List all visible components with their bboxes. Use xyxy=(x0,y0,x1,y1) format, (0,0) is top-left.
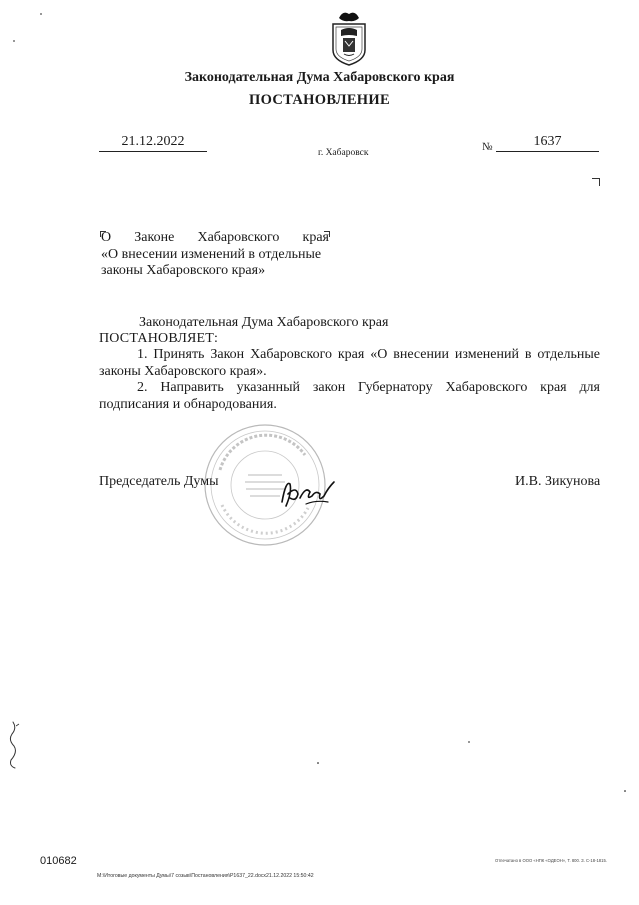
emblem-icon xyxy=(329,8,369,66)
subject-line-1 xyxy=(101,230,329,247)
subject-word: О xyxy=(101,230,112,245)
scan-speck xyxy=(624,790,626,792)
subject-word: края xyxy=(302,230,329,245)
signatory-title: Председатель Думы xyxy=(99,474,219,489)
file-path: M:\Итоговые документы Думы\7 созыв\Постановления\P1637_22.docx21.12.2022 15:50:42 xyxy=(97,873,314,879)
document-type: ПОСТАНОВЛЕНИЕ xyxy=(249,92,390,108)
body-intro: Законодательная Дума Хабаровского края xyxy=(139,315,389,330)
handwritten-signature xyxy=(276,472,340,512)
organization-title: Законодательная Дума Хабаровского края xyxy=(184,70,455,85)
number-label: № xyxy=(482,141,493,153)
document-date: 21.12.2022 xyxy=(99,134,207,152)
scan-speck xyxy=(317,762,319,764)
corner-mark xyxy=(592,178,600,186)
subject-word: Законе xyxy=(134,230,175,245)
scan-speck xyxy=(468,741,470,743)
document-subject xyxy=(101,230,329,280)
margin-handwritten-mark xyxy=(4,720,22,770)
scan-speck xyxy=(13,40,15,42)
document-number: 1637 xyxy=(496,134,599,152)
scan-speck xyxy=(40,13,42,15)
subject-word: Хабаровского xyxy=(197,230,280,245)
resolves-heading: ПОСТАНОВЛЯЕТ: xyxy=(99,331,219,346)
print-note: Отпечатано в ООО «НПК «ОДЕОН», Т. 800. З. С-18-1815. xyxy=(495,858,607,863)
signatory-name: И.В. Зикунова xyxy=(515,474,601,489)
resolution-item-1: 1. Принять Закон Хабаровского края «О внесении изменений в отдельные законы Хабаровского края». xyxy=(99,347,600,379)
resolution-item-2: 2. Направить указанный закон Губернатору Хабаровского края для подписания и обнародования. xyxy=(99,380,600,412)
document-city: г. Хабаровск xyxy=(318,148,369,158)
subject-line-2: «О внесении изменений в отдельные xyxy=(101,246,322,262)
registration-number: 010682 xyxy=(40,855,77,867)
subject-line-3: законы Хабаровского края» xyxy=(101,263,266,278)
